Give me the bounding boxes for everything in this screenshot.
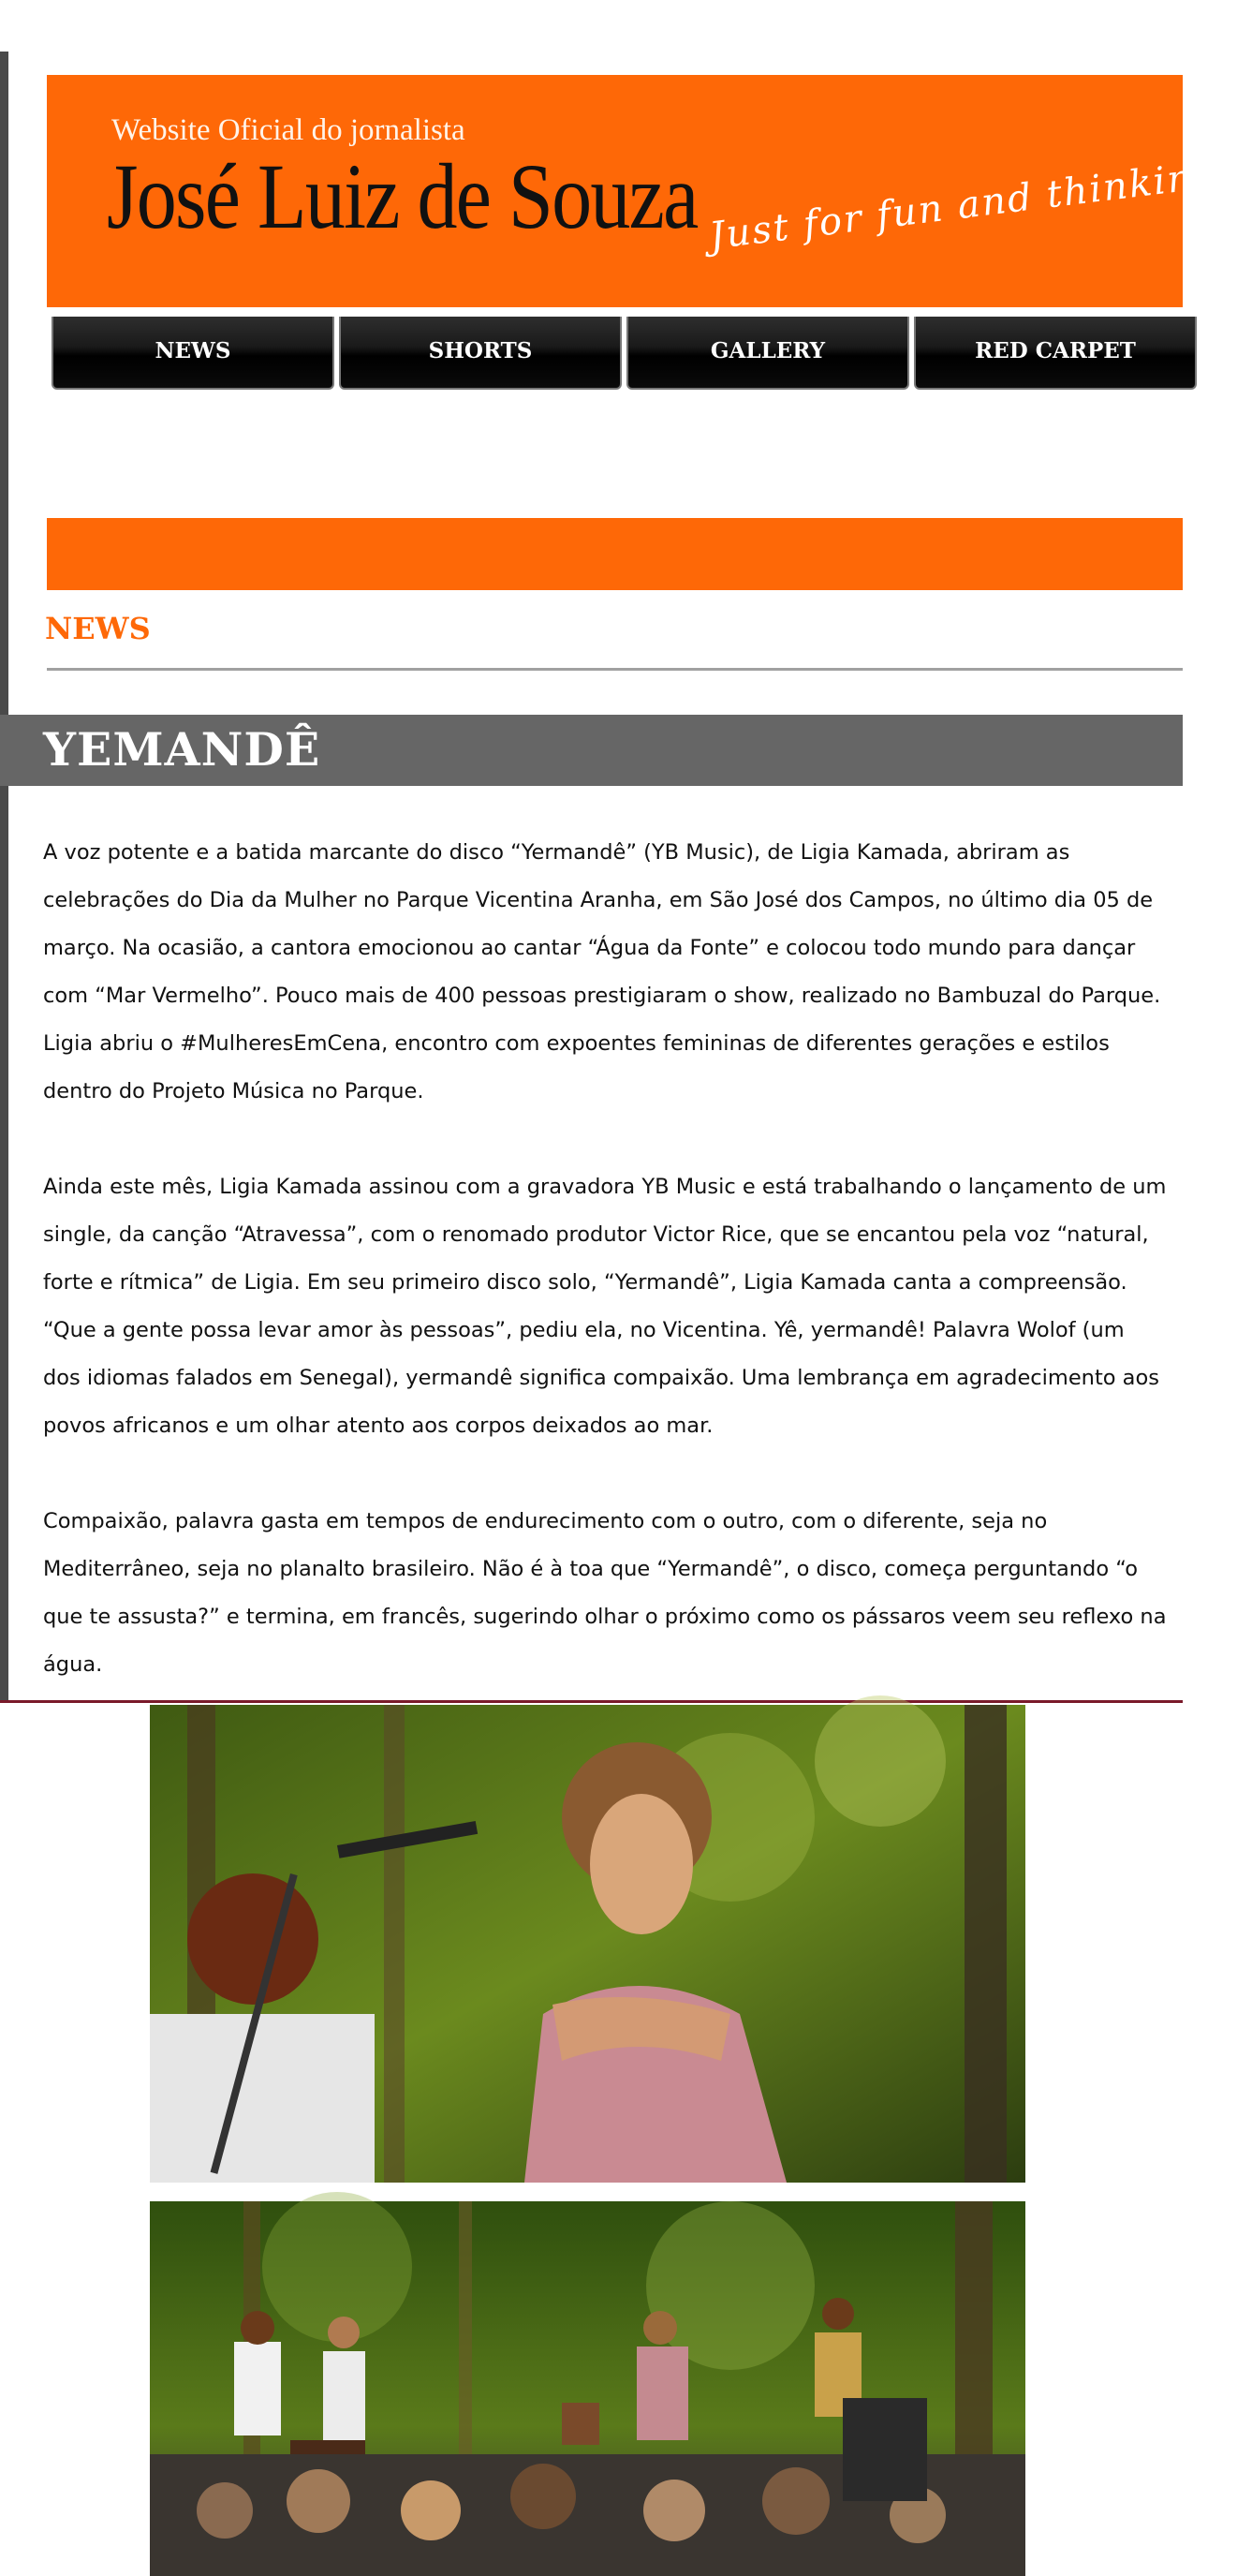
orange-divider-strip [47,518,1183,590]
article-body [43,829,1167,1737]
left-edge-rule [0,52,8,1700]
nav-item-red-carpet[interactable]: RED CARPET [914,317,1197,390]
article-title: YEMANDÊ [43,722,321,777]
site-tagline: Just for fun and thinking ! [707,149,1252,259]
concert-photo-singer [150,1705,1025,2183]
article-title-bar [0,715,1183,786]
site-kicker: Website Oficial do jornalista [111,113,465,147]
section-label[interactable]: NEWS [45,611,151,646]
site-banner[interactable] [47,75,1252,307]
content-bottom-rule [0,1700,1183,1703]
article-paragraph: A voz potente e a batida marcante do disco “Yermandê” (YB Music), de Ligia Kamada, abriram as celebrações do Dia da Mulher no Parque Vicentina Aranha, em São José dos Campos, no último dia 05 de março. Na ocasião, a cantora emocionou ao cantar “Água da Fonte” e colocou todo mundo para dançar com “Mar Vermelho”. Pouco mais de 400 pessoas prestigiaram o show, realizado no Bambuzal do Parque. Ligia abriu o #MulheresEmCena, encontro com expoentes femininas de diferentes gerações e estilos dentro do Projeto Música no Parque. [43,840,1161,1103]
site-name: José Luiz de Souza [107,144,698,248]
section-divider [47,668,1183,671]
article-paragraph: Ainda este mês, Ligia Kamada assinou com a gravadora YB Music e está trabalhando o lançamento de um single, da canção “Atravessa”, com o renomado produtor Victor Rice, que se encantou pela voz “natural, forte e rítmica” de Ligia. Em seu primeiro disco solo, “Yermandê”, Ligia Kamada canta a compreensão. “Que a gente possa levar amor às pessoas”, pediu ela, no Vicentina. Yê, yermandê! Palavra Wolof (um dos idiomas falados em Senegal), yermandê significa compaixão. Uma lembrança em agradecimento aos povos africanos e um olhar atento aos corpos deixados ao mar. [43,1175,1167,1438]
nav-item-gallery[interactable]: GALLERY [626,317,909,390]
concert-photo-band [150,2201,1025,2576]
article-paragraph: Compaixão, palavra gasta em tempos de endurecimento com o outro, com o diferente, seja no Mediterrâneo, seja no planalto brasileiro. Não é à toa que “Yermandê”, o disco, começa perguntando “o que te assusta?” e termina, em francês, sugerindo olhar o próximo como os pássaros veem seu reflexo na água. [43,1509,1167,1677]
nav-item-shorts[interactable]: SHORTS [339,317,622,390]
main-nav [52,317,1183,390]
nav-item-news[interactable]: NEWS [52,317,334,390]
